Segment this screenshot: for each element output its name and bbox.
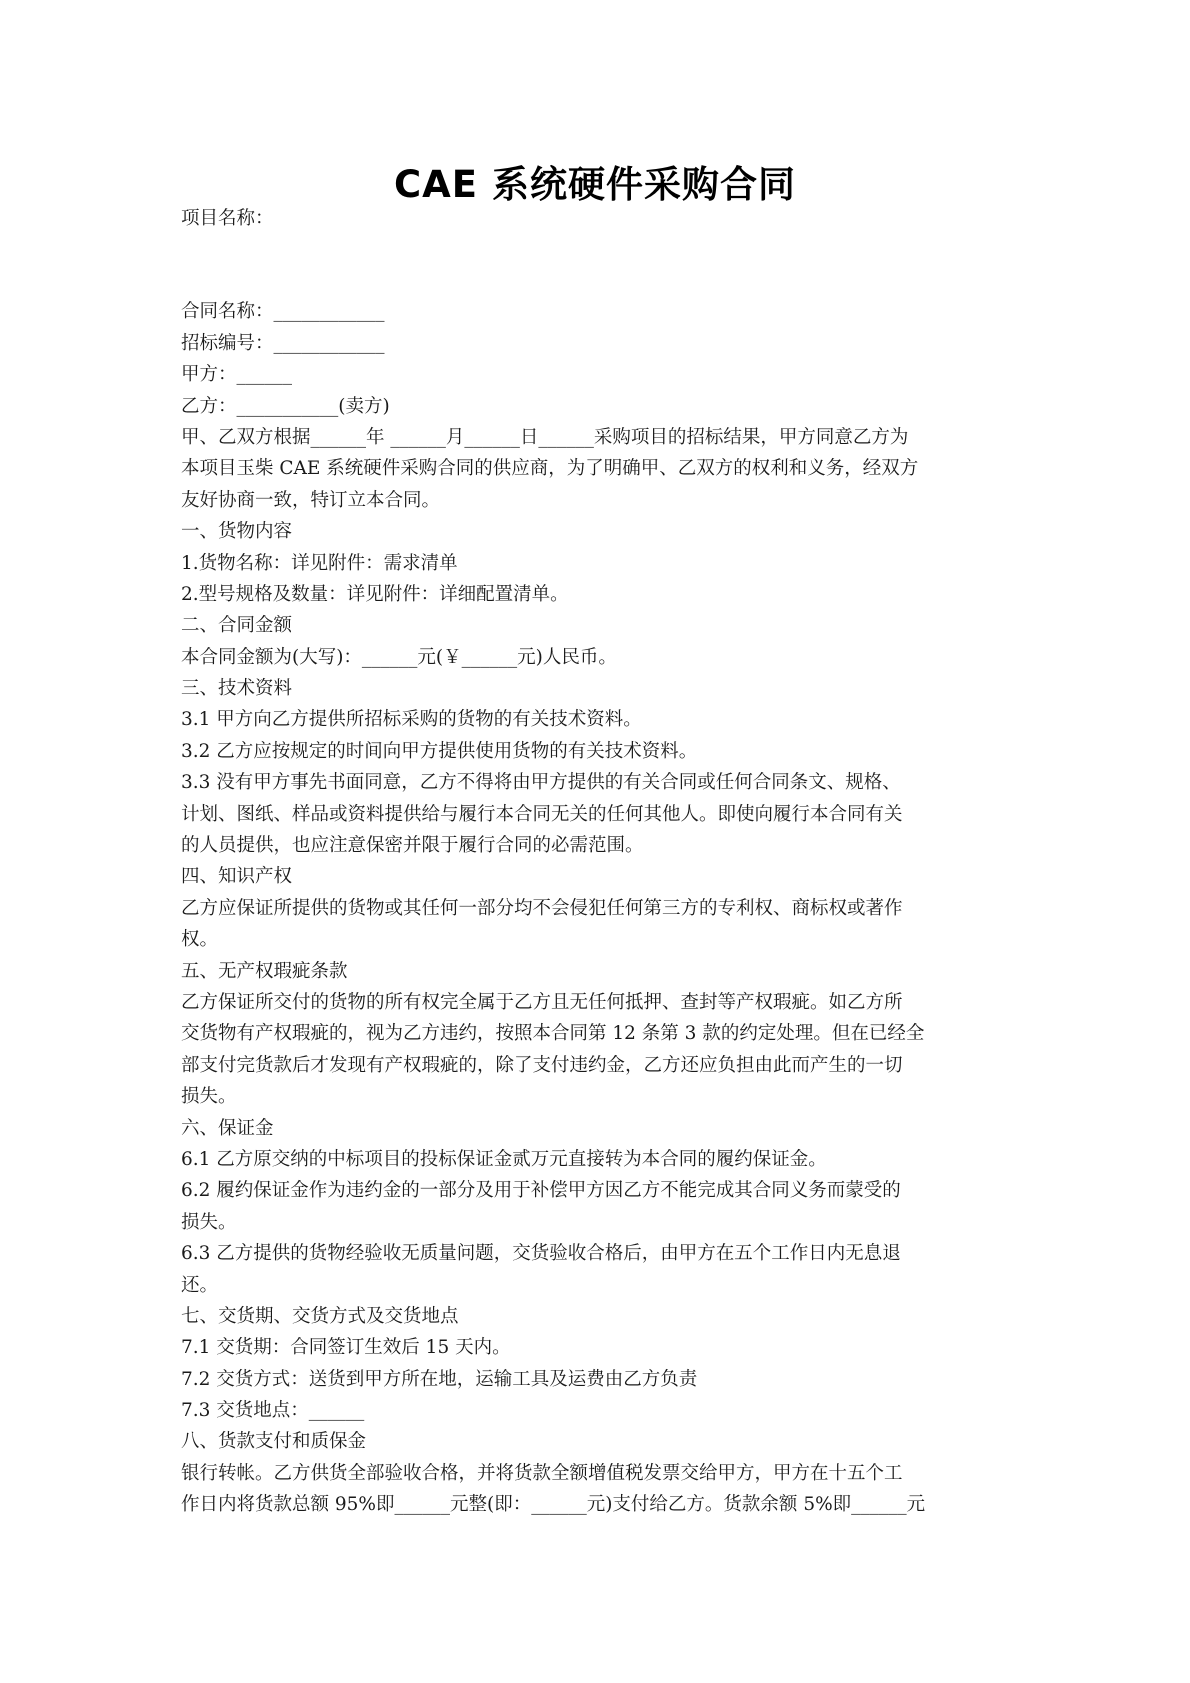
- section-heading: 四、知识产权: [181, 866, 293, 888]
- clause-line: 损失。: [181, 1211, 237, 1233]
- clause-line: 乙方应保证所提供的货物或其任何一部分均不会侵犯任何第三方的专利权、商标权或著作: [181, 897, 903, 919]
- clause-line: 损失。: [181, 1086, 237, 1108]
- section-heading: 二、合同金额: [181, 615, 293, 637]
- document-body: [181, 203, 1016, 1521]
- document-title: CAE 系统硬件采购合同: [394, 163, 796, 206]
- clause-line: 银行转帐。乙方供货全部验收合格，并将货款全额增值税发票交给甲方，甲方在十五个工: [181, 1462, 903, 1484]
- section-title-defect: [181, 956, 1016, 1113]
- clause-line: 6.2 履约保证金作为违约金的一部分及用于补偿甲方因乙方不能完成其合同义务而蒙受的: [181, 1180, 901, 1202]
- clause-line: 3.3 没有甲方事先书面同意，乙方不得将由甲方提供的有关合同或任何合同条文、规格、: [181, 772, 901, 794]
- clause-line: 的人员提供，也应注意保密并限于履行合同的必需范围。: [181, 835, 644, 857]
- preamble: [181, 422, 1016, 516]
- clause-line: 7.2 交货方式：送货到甲方所在地，运输工具及运费由乙方负责: [181, 1368, 698, 1390]
- clause-line: 7.3 交货地点：______: [181, 1400, 365, 1422]
- header-fields: [181, 296, 1016, 422]
- project-name-label: 项目名称：: [181, 208, 274, 229]
- section-delivery: [181, 1301, 1016, 1427]
- contract-name-field: 合同名称：____________: [181, 301, 385, 323]
- section-technical-data: [181, 673, 1016, 861]
- clause-line: 6.1 乙方原交纳的中标项目的投标保证金贰万元直接转为本合同的履约保证金。: [181, 1148, 827, 1170]
- clause-line: 计划、图纸、样品或资料提供给与履行本合同无关的任何其他人。即使向履行本合同有关: [181, 803, 903, 825]
- preamble-line: 甲、乙双方根据______年 ______月______日______采购项目的招标结果，甲方同意乙方为: [181, 426, 909, 448]
- clause-line: 还。: [181, 1274, 219, 1296]
- clause-line: 交货物有产权瑕疵的，视为乙方违约，按照本合同第 12 条第 3 款的约定处理。但在已经全: [181, 1023, 925, 1045]
- section-contract-amount: [181, 610, 1016, 673]
- section-heading: 八、货款支付和质保金: [181, 1431, 367, 1453]
- section-heading: 五、无产权瑕疵条款: [181, 960, 348, 982]
- clause-line: 本合同金额为(大写)：______元(￥______元)人民币。: [181, 646, 617, 668]
- section-heading: 一、货物内容: [181, 521, 293, 543]
- preamble-line: 本项目玉柴 CAE 系统硬件采购合同的供应商，为了明确甲、乙双方的权利和义务，经双方: [181, 458, 919, 480]
- section-deposit: [181, 1113, 1016, 1301]
- clause-line: 部支付完货款后才发现有产权瑕疵的，除了支付违约金，乙方还应负担由此而产生的一切: [181, 1054, 903, 1076]
- clause-line: 3.1 甲方向乙方提供所招标采购的货物的有关技术资料。: [181, 709, 642, 731]
- clause-line: 3.2 乙方应按规定的时间向甲方提供使用货物的有关技术资料。: [181, 740, 698, 762]
- clause-line: 作日内将货款总额 95%即______元整(即：______元)支付给乙方。货款余额 5%即______元: [181, 1494, 926, 1516]
- clause-line: 6.3 乙方提供的货物经验收无质量问题，交货验收合格后，由甲方在五个工作日内无息退: [181, 1243, 901, 1265]
- section-payment: [181, 1426, 1016, 1520]
- clause-line: 2.型号规格及数量：详见附件：详细配置清单。: [181, 583, 569, 605]
- preamble-line: 友好协商一致，特订立本合同。: [181, 489, 441, 511]
- section-intellectual-property: [181, 861, 1016, 955]
- party-b-field: 乙方：___________(卖方): [181, 395, 390, 417]
- section-goods: [181, 516, 1016, 610]
- clause-line: 7.1 交货期：合同签订生效后 15 天内。: [181, 1337, 511, 1359]
- clause-line: 1.货物名称：详见附件：需求清单: [181, 552, 458, 574]
- tender-number-field: 招标编号：____________: [181, 332, 385, 354]
- party-a-field: 甲方：______: [181, 364, 293, 386]
- section-heading: 六、保证金: [181, 1117, 274, 1139]
- section-heading: 三、技术资料: [181, 678, 293, 700]
- spacer: [181, 234, 1016, 296]
- section-heading: 七、交货期、交货方式及交货地点: [181, 1305, 459, 1327]
- clause-line: 权。: [181, 929, 219, 951]
- clause-line: 乙方保证所交付的货物的所有权完全属于乙方且无任何抵押、查封等产权瑕疵。如乙方所: [181, 991, 903, 1013]
